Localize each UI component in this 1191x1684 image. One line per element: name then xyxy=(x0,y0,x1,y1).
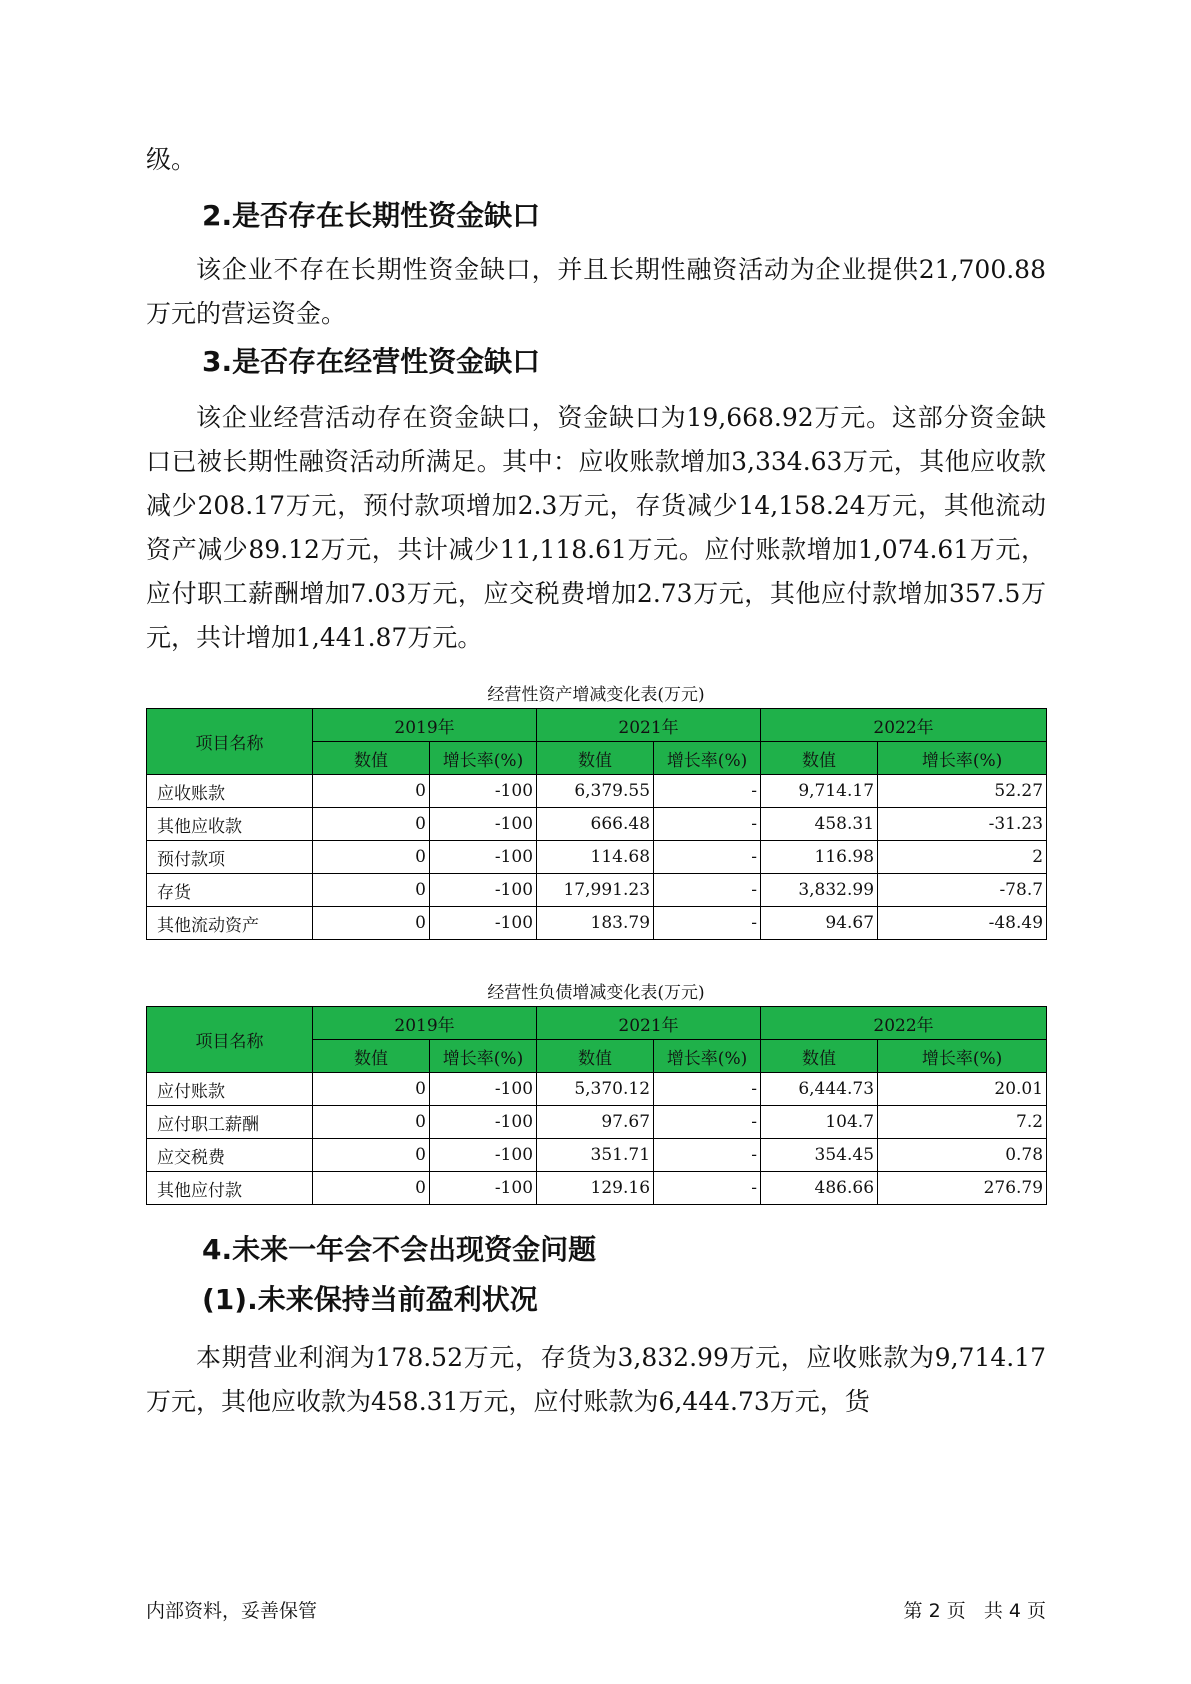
cell-growth: - xyxy=(654,841,761,874)
cell-growth: -100 xyxy=(430,808,537,841)
cell-growth: -48.49 xyxy=(878,907,1047,940)
heading-future-funding: 4.未来一年会不会出现资金问题 xyxy=(202,1233,597,1266)
table-row xyxy=(147,808,1047,841)
table-row xyxy=(147,907,1047,940)
cell-growth: 7.2 xyxy=(878,1106,1047,1139)
cell-value: 0 xyxy=(313,907,430,940)
cell-growth: -100 xyxy=(430,775,537,808)
footer-page-number: 第 2 页 共 4 页 xyxy=(903,1600,1046,1622)
paragraph-long-term-gap: 该企业不存在长期性资金缺口，并且长期性融资活动为企业提供21,700.88万元的营运资金。 xyxy=(146,255,1046,328)
heading-current-profit: (1).未来保持当前盈利状况 xyxy=(202,1283,538,1316)
cell-growth: - xyxy=(654,1172,761,1205)
table-row xyxy=(147,1172,1047,1205)
header-growth: 增长率(%) xyxy=(654,742,761,775)
table-row xyxy=(147,1139,1047,1172)
row-name: 其他流动资产 xyxy=(147,907,313,940)
cell-growth: - xyxy=(654,1139,761,1172)
row-name: 应收账款 xyxy=(147,775,313,808)
paragraph-continuation: 级。 xyxy=(146,145,197,174)
cell-growth: 20.01 xyxy=(878,1073,1047,1106)
cell-value: 6,379.55 xyxy=(537,775,654,808)
heading-operating-gap: 3.是否存在经营性资金缺口 xyxy=(202,345,541,378)
header-growth: 增长率(%) xyxy=(654,1040,761,1073)
header-growth: 增长率(%) xyxy=(878,742,1047,775)
header-year: 2019年 xyxy=(313,709,537,742)
cell-value: 5,370.12 xyxy=(537,1073,654,1106)
row-name: 存货 xyxy=(147,874,313,907)
cell-growth: - xyxy=(654,1073,761,1106)
cell-value: 3,832.99 xyxy=(761,874,878,907)
row-name: 应交税费 xyxy=(147,1139,313,1172)
cell-value: 97.67 xyxy=(537,1106,654,1139)
table-asset-caption: 经营性资产增减变化表(万元) xyxy=(487,685,705,705)
row-name: 应付账款 xyxy=(147,1073,313,1106)
cell-growth: - xyxy=(654,808,761,841)
header-growth: 增长率(%) xyxy=(430,1040,537,1073)
liability-change-table xyxy=(146,1006,1047,1205)
table-row xyxy=(147,1106,1047,1139)
cell-growth: - xyxy=(654,775,761,808)
header-year: 2019年 xyxy=(313,1007,537,1040)
header-year: 2022年 xyxy=(761,1007,1047,1040)
cell-growth: -100 xyxy=(430,907,537,940)
table-row xyxy=(147,841,1047,874)
paragraph-current-profit: 本期营业利润为178.52万元，存货为3,832.99万元，应收账款为9,714.17万元，其他应收款为458.31万元，应付账款为6,444.73万元，货 xyxy=(146,1343,1046,1416)
cell-growth: -100 xyxy=(430,874,537,907)
row-name: 其他应付款 xyxy=(147,1172,313,1205)
cell-value: 0 xyxy=(313,775,430,808)
cell-value: 0 xyxy=(313,1073,430,1106)
header-growth: 增长率(%) xyxy=(878,1040,1047,1073)
row-name: 预付款项 xyxy=(147,841,313,874)
header-item-name: 项目名称 xyxy=(147,709,313,775)
paragraph-operating-gap: 该企业经营活动存在资金缺口，资金缺口为19,668.92万元。这部分资金缺口已被长期性融资活动所满足。其中：应收账款增加3,334.63万元，其他应收款减少208.17万元，预付款项增加2.3万元，存货减少14,158.24万元，其他流动资产减少89.12万元，共计减少11,118.61万元。应付账款增加1,074.61万元，应付职工薪酬增加7.03万元，应交税费增加2.73万元，其他应付款增加357.5万元，共计增加1,441.87万元。 xyxy=(146,403,1046,652)
cell-value: 114.68 xyxy=(537,841,654,874)
cell-value: 116.98 xyxy=(761,841,878,874)
header-year: 2021年 xyxy=(537,709,761,742)
row-name: 应付职工薪酬 xyxy=(147,1106,313,1139)
cell-value: 666.48 xyxy=(537,808,654,841)
table-row xyxy=(147,775,1047,808)
cell-value: 0 xyxy=(313,874,430,907)
row-name: 其他应收款 xyxy=(147,808,313,841)
cell-value: 6,444.73 xyxy=(761,1073,878,1106)
cell-value: 0 xyxy=(313,1172,430,1205)
cell-growth: -100 xyxy=(430,1139,537,1172)
table-row xyxy=(147,874,1047,907)
header-value: 数值 xyxy=(313,1040,430,1073)
cell-growth: 0.78 xyxy=(878,1139,1047,1172)
cell-growth: 2 xyxy=(878,841,1047,874)
cell-value: 9,714.17 xyxy=(761,775,878,808)
cell-growth: -100 xyxy=(430,841,537,874)
cell-value: 486.66 xyxy=(761,1172,878,1205)
cell-value: 94.67 xyxy=(761,907,878,940)
header-growth: 增长率(%) xyxy=(430,742,537,775)
footer-confidential: 内部资料，妥善保管 xyxy=(146,1600,318,1622)
cell-growth: - xyxy=(654,1106,761,1139)
cell-growth: -78.7 xyxy=(878,874,1047,907)
cell-value: 458.31 xyxy=(761,808,878,841)
cell-value: 354.45 xyxy=(761,1139,878,1172)
cell-growth: -100 xyxy=(430,1172,537,1205)
cell-value: 183.79 xyxy=(537,907,654,940)
cell-value: 104.7 xyxy=(761,1106,878,1139)
cell-growth: - xyxy=(654,907,761,940)
table-row xyxy=(147,1073,1047,1106)
cell-value: 0 xyxy=(313,1106,430,1139)
cell-value: 0 xyxy=(313,841,430,874)
cell-growth: 276.79 xyxy=(878,1172,1047,1205)
header-value: 数值 xyxy=(537,742,654,775)
cell-growth: -100 xyxy=(430,1073,537,1106)
header-item-name: 项目名称 xyxy=(147,1007,313,1073)
heading-long-term-gap: 2.是否存在长期性资金缺口 xyxy=(202,199,541,232)
header-value: 数值 xyxy=(761,1040,878,1073)
header-year: 2021年 xyxy=(537,1007,761,1040)
cell-value: 17,991.23 xyxy=(537,874,654,907)
cell-value: 351.71 xyxy=(537,1139,654,1172)
header-year: 2022年 xyxy=(761,709,1047,742)
cell-value: 129.16 xyxy=(537,1172,654,1205)
cell-growth: -100 xyxy=(430,1106,537,1139)
cell-value: 0 xyxy=(313,1139,430,1172)
cell-growth: - xyxy=(654,874,761,907)
cell-growth: -31.23 xyxy=(878,808,1047,841)
asset-change-table xyxy=(146,708,1047,940)
table-liab-caption: 经营性负债增减变化表(万元) xyxy=(487,983,705,1003)
header-value: 数值 xyxy=(761,742,878,775)
cell-growth: 52.27 xyxy=(878,775,1047,808)
header-value: 数值 xyxy=(537,1040,654,1073)
header-value: 数值 xyxy=(313,742,430,775)
cell-value: 0 xyxy=(313,808,430,841)
